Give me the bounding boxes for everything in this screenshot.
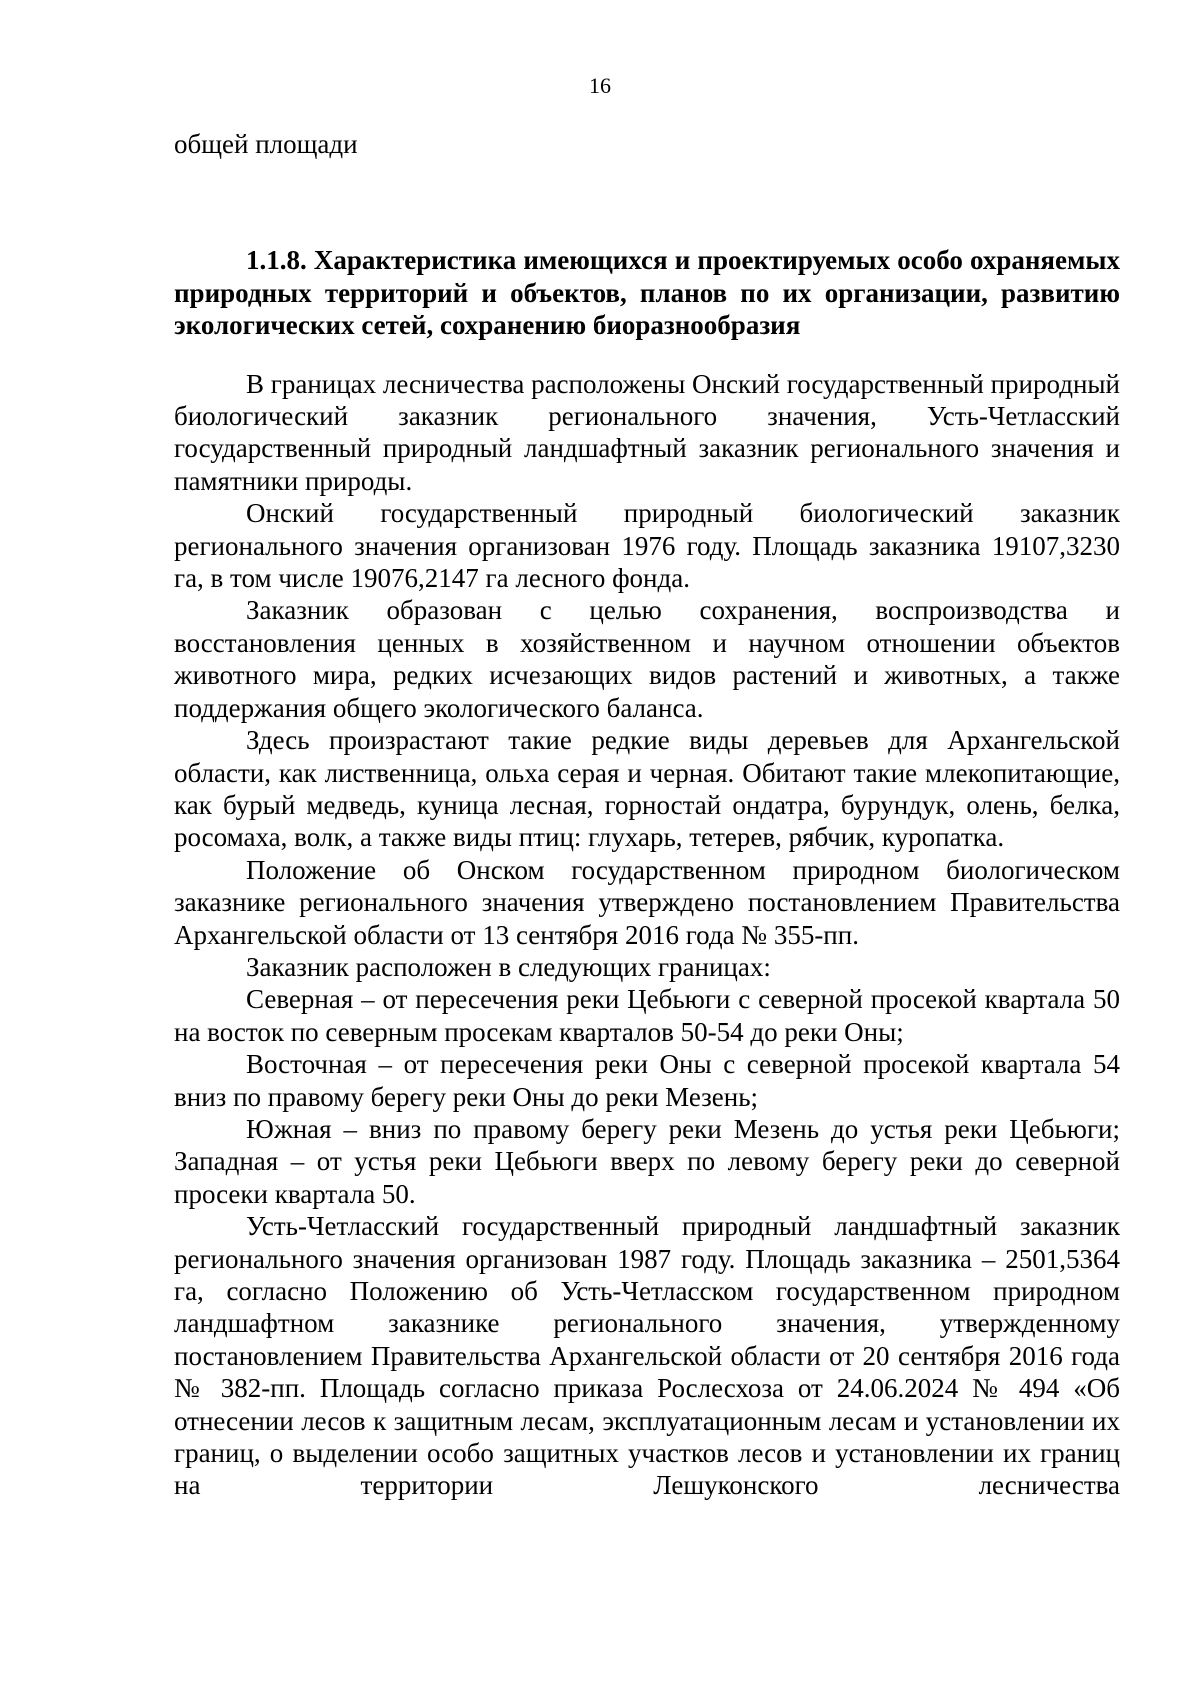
paragraph: Северная – от пересечения реки Цебьюги с северной просекой квартала 50 на восток по северным просекам кварталов 50-54 до реки Оны; [174, 984, 1120, 1047]
continuation-text: общей площади [174, 129, 358, 159]
page-content [174, 128, 1120, 1502]
paragraph: Положение об Онском государственном природном биологическом заказнике регионального значения утверждено постановлением Правительства Архангельской области от 13 сентября 2016 года № 355-пп. [174, 854, 1120, 950]
body-text [174, 368, 1120, 1502]
paragraph: Заказник образован с целью сохранения, воспроизводства и восстановления ценных в хозяйственном и научном отношении объектов животного мира, редких исчезающих видов растений и животных, а также поддержания общего экологического баланса. [174, 595, 1120, 723]
paragraph: Восточная – от пересечения реки Оны с северной просекой квартала 54 вниз по правому берегу реки Оны до реки Мезень; [174, 1049, 1120, 1112]
paragraph: В границах лесничества расположены Онский государственный природный биологический заказник регионального значения, Усть-Четласский государственный природный ландшафтный заказник регионального значения и памятники природы. [174, 368, 1120, 496]
paragraph: Онский государственный природный биологический заказник регионального значения организован 1976 году. Площадь заказника 19107,3230 га, в том числе 19076,2147 га лесного фонда. [174, 498, 1120, 594]
page-number: 16 [589, 73, 611, 98]
paragraph: Южная – вниз по правому берегу реки Мезень до устья реки Цебьюги; Западная – от устья реки Цебьюги вверх по левому берегу реки до северной просеки квартала 50. [174, 1113, 1120, 1209]
section-heading: 1.1.8. Характеристика имеющихся и проектируемых особо охраняемых природных территорий и объектов, планов по их организации, развитию экологических сетей, сохранению биоразнообразия [174, 245, 1120, 341]
paragraph: Заказник расположен в следующих границах: [246, 951, 771, 982]
paragraph: Усть-Четласский государственный природный ландшафтный заказник регионального значения организован 1987 году. Площадь заказника – 2501,5364 га, согласно Положению об Усть-Четласском государственном природном ландшафтном заказнике регионального значения, утвержденному постановлением Правительства Архангельской области от 20 сентября 2016 года № 382-пп. Площадь согласно приказа Рослесхоза от 24.06.2024 № 494 «Об отнесении лесов к защитным лесам, эксплуатационным лесам и установлении их границ, о выделении особо защитных участков лесов и установлении их границ на территории Лешуконского лесничества [174, 1211, 1120, 1501]
paragraph: Здесь произрастают такие редкие виды деревьев для Архангельской области, как лиственница, ольха серая и черная. Обитают такие млекопитающие, как бурый медведь, куница лесная, горностай ондатра, бурундук, олень, белка, росомаха, волк, а также виды птиц: глухарь, тетерев, рябчик, куропатка. [174, 725, 1120, 853]
